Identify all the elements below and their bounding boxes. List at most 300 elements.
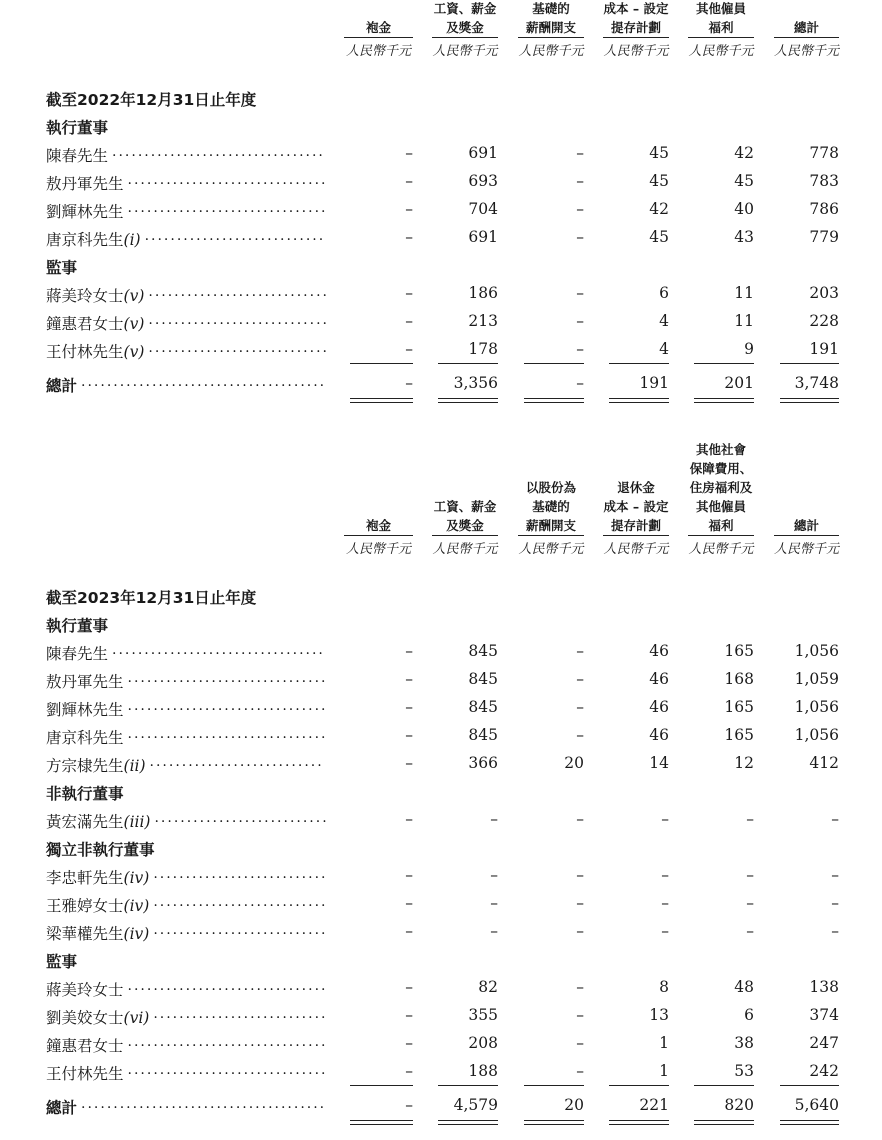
footnote-ref: (v) xyxy=(123,287,145,305)
name-text: 總計 xyxy=(46,1099,78,1117)
dot-leader: ........................... xyxy=(149,754,324,770)
value-cell: 3,356 xyxy=(453,374,498,392)
value-cell: – xyxy=(831,810,839,828)
footnote-ref: (v) xyxy=(123,343,145,361)
value-cell: 786 xyxy=(809,200,839,218)
value-cell: 13 xyxy=(649,1006,669,1024)
value-cell: – xyxy=(405,978,413,996)
subtotal-rule xyxy=(350,1085,413,1086)
total-label xyxy=(46,374,77,396)
value-cell: 845 xyxy=(468,726,498,744)
value-cell: 178 xyxy=(468,340,498,358)
column-header-line: 及獎金 xyxy=(432,18,498,38)
value-cell: – xyxy=(405,698,413,716)
value-cell: – xyxy=(490,894,498,912)
dot-leader: ............................... xyxy=(127,726,328,742)
value-cell: – xyxy=(746,894,754,912)
dot-leader: ............................ xyxy=(148,340,329,356)
value-cell: 46 xyxy=(649,698,669,716)
total-label xyxy=(46,1096,77,1118)
footnote-ref: (i) xyxy=(123,231,141,249)
name-text: 敖丹軍先生 xyxy=(46,673,124,691)
value-cell: – xyxy=(831,922,839,940)
value-cell: 8 xyxy=(659,978,669,996)
value-cell: 374 xyxy=(809,1006,839,1024)
column-header-line: 基礎的 xyxy=(532,1,570,16)
value-cell: – xyxy=(405,754,413,772)
value-cell: – xyxy=(661,894,669,912)
value-cell: 165 xyxy=(724,726,754,744)
period-heading: 截至2022年12月31日止年度 xyxy=(46,91,257,109)
group-heading: 執行董事 xyxy=(46,617,109,635)
unit-label: 人民幣千元 xyxy=(603,542,669,557)
value-cell: – xyxy=(405,1096,413,1114)
value-cell: 48 xyxy=(734,978,754,996)
dot-leader: ........................... xyxy=(154,810,329,826)
column-header-line: 其他社會 xyxy=(695,442,746,457)
footnote-ref: (ii) xyxy=(123,757,146,775)
group-heading: 監事 xyxy=(46,953,78,971)
value-cell: – xyxy=(576,1034,584,1052)
unit-label: 人民幣千元 xyxy=(432,542,498,557)
value-cell: 12 xyxy=(734,754,754,772)
value-cell: 1,056 xyxy=(794,642,839,660)
value-cell: 1 xyxy=(659,1062,669,1080)
value-cell: – xyxy=(405,1034,413,1052)
value-cell: – xyxy=(490,922,498,940)
table-row xyxy=(0,894,882,920)
column-header-line: 其他僱員 xyxy=(695,1,746,16)
table-row xyxy=(0,754,882,780)
total-double-rule xyxy=(438,398,498,403)
subtotal-rule xyxy=(780,363,839,364)
unit-label: 人民幣千元 xyxy=(518,542,584,557)
total-double-rule xyxy=(524,1120,584,1125)
value-cell: – xyxy=(405,200,413,218)
value-cell: – xyxy=(405,340,413,358)
value-cell: – xyxy=(576,642,584,660)
table-row xyxy=(0,228,882,254)
person-name xyxy=(46,340,144,362)
unit-label: 人民幣千元 xyxy=(773,44,839,59)
column-header-line: 提存計劃 xyxy=(603,516,669,536)
name-text: 劉美姣女士 xyxy=(46,1009,124,1027)
value-cell: – xyxy=(576,922,584,940)
column-header-line: 總計 xyxy=(774,516,839,536)
column-header xyxy=(432,497,498,536)
name-text: 唐京科先生 xyxy=(46,729,124,747)
value-cell: 82 xyxy=(478,978,498,996)
subtotal-rule xyxy=(609,1085,669,1086)
value-cell: – xyxy=(490,810,498,828)
value-cell: 14 xyxy=(649,754,669,772)
table-row xyxy=(0,810,882,836)
name-text: 唐京科先生 xyxy=(46,231,124,249)
subtotal-rule xyxy=(524,363,584,364)
footnote-ref: (v) xyxy=(123,315,145,333)
person-name xyxy=(46,200,124,222)
column-header xyxy=(774,516,839,536)
value-cell: 46 xyxy=(649,726,669,744)
value-cell: 188 xyxy=(468,1062,498,1080)
value-cell: 40 xyxy=(734,200,754,218)
total-double-rule xyxy=(609,398,669,403)
name-text: 方宗棣先生 xyxy=(46,757,124,775)
table-row xyxy=(0,172,882,198)
total-double-rule xyxy=(694,398,754,403)
dot-leader: ...................................... xyxy=(81,1096,327,1112)
person-name xyxy=(46,284,144,306)
unit-label: 人民幣千元 xyxy=(688,542,754,557)
value-cell: – xyxy=(405,312,413,330)
value-cell: 1 xyxy=(659,1034,669,1052)
value-cell: 43 xyxy=(734,228,754,246)
table-row xyxy=(0,670,882,696)
value-cell: 165 xyxy=(724,642,754,660)
value-cell: 691 xyxy=(468,228,498,246)
value-cell: – xyxy=(405,922,413,940)
dot-leader: ............................ xyxy=(144,228,326,244)
table-row xyxy=(0,1034,882,1060)
value-cell: – xyxy=(576,670,584,688)
value-cell: 11 xyxy=(734,312,754,330)
dot-leader: ............................... xyxy=(127,1034,328,1050)
value-cell: 704 xyxy=(468,200,498,218)
person-name xyxy=(46,810,150,832)
value-cell: – xyxy=(576,284,584,302)
column-header-line: 福利 xyxy=(688,516,754,536)
name-text: 王付林先生 xyxy=(46,1065,124,1083)
total-double-rule xyxy=(780,1120,839,1125)
value-cell: – xyxy=(576,810,584,828)
person-name xyxy=(46,144,108,166)
person-name xyxy=(46,172,124,194)
value-cell: 412 xyxy=(809,754,839,772)
name-text: 劉輝林先生 xyxy=(46,203,124,221)
total-row xyxy=(0,1096,882,1122)
column-header xyxy=(603,0,669,38)
unit-label: 人民幣千元 xyxy=(518,44,584,59)
name-text: 劉輝林先生 xyxy=(46,701,124,719)
name-text: 鐘惠君女士 xyxy=(46,315,124,333)
dot-leader: ........................... xyxy=(153,894,328,910)
value-cell: – xyxy=(661,810,669,828)
value-cell: 168 xyxy=(724,670,754,688)
value-cell: 20 xyxy=(564,754,584,772)
column-header-line: 其他僱員 xyxy=(695,499,746,514)
column-header xyxy=(774,18,839,38)
unit-label: 人民幣千元 xyxy=(432,44,498,59)
value-cell: – xyxy=(746,810,754,828)
value-cell: 845 xyxy=(468,698,498,716)
footnote-ref: (vi) xyxy=(123,1009,150,1027)
table-row xyxy=(0,726,882,752)
unit-label: 人民幣千元 xyxy=(688,44,754,59)
unit-label: 人民幣千元 xyxy=(603,44,669,59)
person-name xyxy=(46,726,124,748)
column-header-line: 保障費用、 xyxy=(689,461,753,476)
table-row xyxy=(0,284,882,310)
name-text: 蔣美玲女士 xyxy=(46,287,124,305)
person-name xyxy=(46,1062,124,1084)
value-cell: 779 xyxy=(809,228,839,246)
dot-leader: ........................... xyxy=(153,1006,328,1022)
value-cell: 46 xyxy=(649,670,669,688)
value-cell: 9 xyxy=(744,340,754,358)
dot-leader: ............................... xyxy=(127,172,328,188)
value-cell: – xyxy=(576,374,584,392)
person-name xyxy=(46,1006,149,1028)
table-row xyxy=(0,200,882,226)
column-header xyxy=(432,0,498,38)
person-name xyxy=(46,698,124,720)
dot-leader: ................................. xyxy=(112,642,325,658)
value-cell: 201 xyxy=(724,374,754,392)
value-cell: 355 xyxy=(468,1006,498,1024)
value-cell: 1,059 xyxy=(794,670,839,688)
total-double-rule xyxy=(438,1120,498,1125)
table-row xyxy=(0,1006,882,1032)
value-cell: – xyxy=(576,726,584,744)
value-cell: 20 xyxy=(564,1096,584,1114)
column-header-line: 提存計劃 xyxy=(603,18,669,38)
value-cell: – xyxy=(831,894,839,912)
person-name xyxy=(46,228,141,250)
group-heading: 監事 xyxy=(46,259,78,277)
dot-leader: ............................ xyxy=(148,284,329,300)
value-cell: – xyxy=(405,1062,413,1080)
value-cell: 778 xyxy=(809,144,839,162)
value-cell: 3,748 xyxy=(794,374,839,392)
value-cell: – xyxy=(405,228,413,246)
column-header xyxy=(688,0,754,38)
column-header-line: 工資、薪金 xyxy=(433,499,497,514)
dot-leader: ............................... xyxy=(127,200,328,216)
column-header xyxy=(518,0,584,38)
value-cell: 4 xyxy=(659,312,669,330)
column-header-line: 基礎的 xyxy=(532,499,570,514)
value-cell: – xyxy=(405,866,413,884)
subtotal-rule xyxy=(350,363,413,364)
value-cell: – xyxy=(831,866,839,884)
value-cell: 228 xyxy=(809,312,839,330)
table-row xyxy=(0,922,882,948)
value-cell: – xyxy=(746,866,754,884)
value-cell: 53 xyxy=(734,1062,754,1080)
value-cell: – xyxy=(576,340,584,358)
total-double-rule xyxy=(350,398,413,403)
column-header-line: 袍金 xyxy=(344,18,413,38)
value-cell: 138 xyxy=(809,978,839,996)
total-double-rule xyxy=(524,398,584,403)
unit-label: 人民幣千元 xyxy=(345,44,411,59)
table-row xyxy=(0,144,882,170)
dot-leader: ................................. xyxy=(112,144,325,160)
name-text: 李忠軒先生 xyxy=(46,869,124,887)
value-cell: 845 xyxy=(468,642,498,660)
value-cell: 691 xyxy=(468,144,498,162)
name-text: 王雅婷女士 xyxy=(46,897,124,915)
value-cell: – xyxy=(405,172,413,190)
value-cell: 46 xyxy=(649,642,669,660)
dot-leader: ............................... xyxy=(127,978,328,994)
value-cell: 6 xyxy=(744,1006,754,1024)
total-double-rule xyxy=(780,398,839,403)
value-cell: 1,056 xyxy=(794,698,839,716)
name-text: 梁華權先生 xyxy=(46,925,124,943)
value-cell: – xyxy=(576,228,584,246)
name-text: 陳春先生 xyxy=(46,645,109,663)
total-double-rule xyxy=(350,1120,413,1125)
value-cell: 45 xyxy=(649,144,669,162)
value-cell: 191 xyxy=(809,340,839,358)
period-heading: 截至2023年12月31日止年度 xyxy=(46,589,257,607)
person-name xyxy=(46,754,146,776)
group-heading: 非執行董事 xyxy=(46,785,124,803)
value-cell: – xyxy=(576,978,584,996)
person-name xyxy=(46,978,124,1000)
value-cell: 45 xyxy=(734,172,754,190)
name-text: 鐘惠君女士 xyxy=(46,1037,124,1055)
column-header-line: 薪酬開支 xyxy=(518,18,584,38)
dot-leader: ........................... xyxy=(153,866,328,882)
value-cell: 242 xyxy=(809,1062,839,1080)
column-header-line: 成本 – 設定 xyxy=(603,1,669,16)
value-cell: 693 xyxy=(468,172,498,190)
value-cell: 38 xyxy=(734,1034,754,1052)
value-cell: – xyxy=(576,894,584,912)
value-cell: – xyxy=(405,894,413,912)
table-row xyxy=(0,642,882,668)
value-cell: 165 xyxy=(724,698,754,716)
subtotal-rule xyxy=(438,1085,498,1086)
value-cell: – xyxy=(746,922,754,940)
value-cell: – xyxy=(576,1006,584,1024)
subtotal-rule xyxy=(694,363,754,364)
column-header xyxy=(344,18,413,38)
value-cell: 221 xyxy=(639,1096,669,1114)
value-cell: – xyxy=(576,1062,584,1080)
value-cell: 45 xyxy=(649,172,669,190)
value-cell: – xyxy=(405,670,413,688)
total-row xyxy=(0,374,882,400)
value-cell: 5,640 xyxy=(794,1096,839,1114)
value-cell: 213 xyxy=(468,312,498,330)
value-cell: – xyxy=(405,1006,413,1024)
value-cell: – xyxy=(576,172,584,190)
group-heading: 執行董事 xyxy=(46,119,109,137)
dot-leader: ............................... xyxy=(127,670,328,686)
person-name xyxy=(46,642,108,664)
name-text: 敖丹軍先生 xyxy=(46,175,124,193)
value-cell: – xyxy=(405,144,413,162)
value-cell: – xyxy=(576,866,584,884)
value-cell: 366 xyxy=(468,754,498,772)
footnote-ref: (iv) xyxy=(123,869,150,887)
person-name xyxy=(46,670,124,692)
table-row xyxy=(0,312,882,338)
column-header-line: 成本 – 設定 xyxy=(603,499,669,514)
column-header-line: 工資、薪金 xyxy=(433,1,497,16)
value-cell: 45 xyxy=(649,228,669,246)
dot-leader: ............................ xyxy=(148,312,329,328)
name-text: 陳春先生 xyxy=(46,147,109,165)
subtotal-rule xyxy=(438,363,498,364)
person-name xyxy=(46,894,149,916)
value-cell: – xyxy=(405,726,413,744)
dot-leader: ............................... xyxy=(127,698,328,714)
column-header xyxy=(344,516,413,536)
name-text: 蔣美玲女士 xyxy=(46,981,124,999)
column-header xyxy=(603,478,669,536)
value-cell: 845 xyxy=(468,670,498,688)
value-cell: 42 xyxy=(649,200,669,218)
value-cell: 191 xyxy=(639,374,669,392)
value-cell: 820 xyxy=(724,1096,754,1114)
table-row xyxy=(0,866,882,892)
dot-leader: ........................... xyxy=(153,922,328,938)
value-cell: – xyxy=(576,200,584,218)
value-cell: – xyxy=(405,810,413,828)
value-cell: – xyxy=(576,312,584,330)
table-row xyxy=(0,698,882,724)
subtotal-rule xyxy=(609,363,669,364)
subtotal-rule xyxy=(780,1085,839,1086)
value-cell: 4 xyxy=(659,340,669,358)
column-header-line: 薪酬開支 xyxy=(518,516,584,536)
value-cell: 11 xyxy=(734,284,754,302)
value-cell: 1,056 xyxy=(794,726,839,744)
subtotal-rule xyxy=(694,1085,754,1086)
value-cell: 186 xyxy=(468,284,498,302)
subtotal-rule xyxy=(524,1085,584,1086)
dot-leader: ...................................... xyxy=(81,374,327,390)
column-header-line: 袍金 xyxy=(344,516,413,536)
value-cell: – xyxy=(576,144,584,162)
column-header-line: 福利 xyxy=(688,18,754,38)
column-header-line: 及獎金 xyxy=(432,516,498,536)
table-row xyxy=(0,978,882,1004)
column-header-line: 以股份為 xyxy=(525,480,576,495)
value-cell: 203 xyxy=(809,284,839,302)
footnote-ref: (iv) xyxy=(123,897,150,915)
unit-label: 人民幣千元 xyxy=(773,542,839,557)
value-cell: – xyxy=(405,374,413,392)
value-cell: 247 xyxy=(809,1034,839,1052)
name-text: 王付林先生 xyxy=(46,343,124,361)
total-double-rule xyxy=(609,1120,669,1125)
footnote-ref: (iv) xyxy=(123,925,150,943)
value-cell: – xyxy=(661,866,669,884)
person-name xyxy=(46,312,144,334)
value-cell: 208 xyxy=(468,1034,498,1052)
value-cell: – xyxy=(576,698,584,716)
value-cell: – xyxy=(405,642,413,660)
footnote-ref: (iii) xyxy=(123,813,151,831)
name-text: 總計 xyxy=(46,377,78,395)
column-header-line: 總計 xyxy=(774,18,839,38)
value-cell: 6 xyxy=(659,284,669,302)
name-text: 黃宏滿先生 xyxy=(46,813,124,831)
value-cell: 42 xyxy=(734,144,754,162)
person-name xyxy=(46,1034,124,1056)
column-header xyxy=(688,440,754,536)
value-cell: 4,579 xyxy=(453,1096,498,1114)
column-header xyxy=(518,478,584,536)
dot-leader: ............................... xyxy=(127,1062,328,1078)
column-header-line: 住房福利及 xyxy=(689,480,753,495)
group-heading: 獨立非執行董事 xyxy=(46,841,155,859)
